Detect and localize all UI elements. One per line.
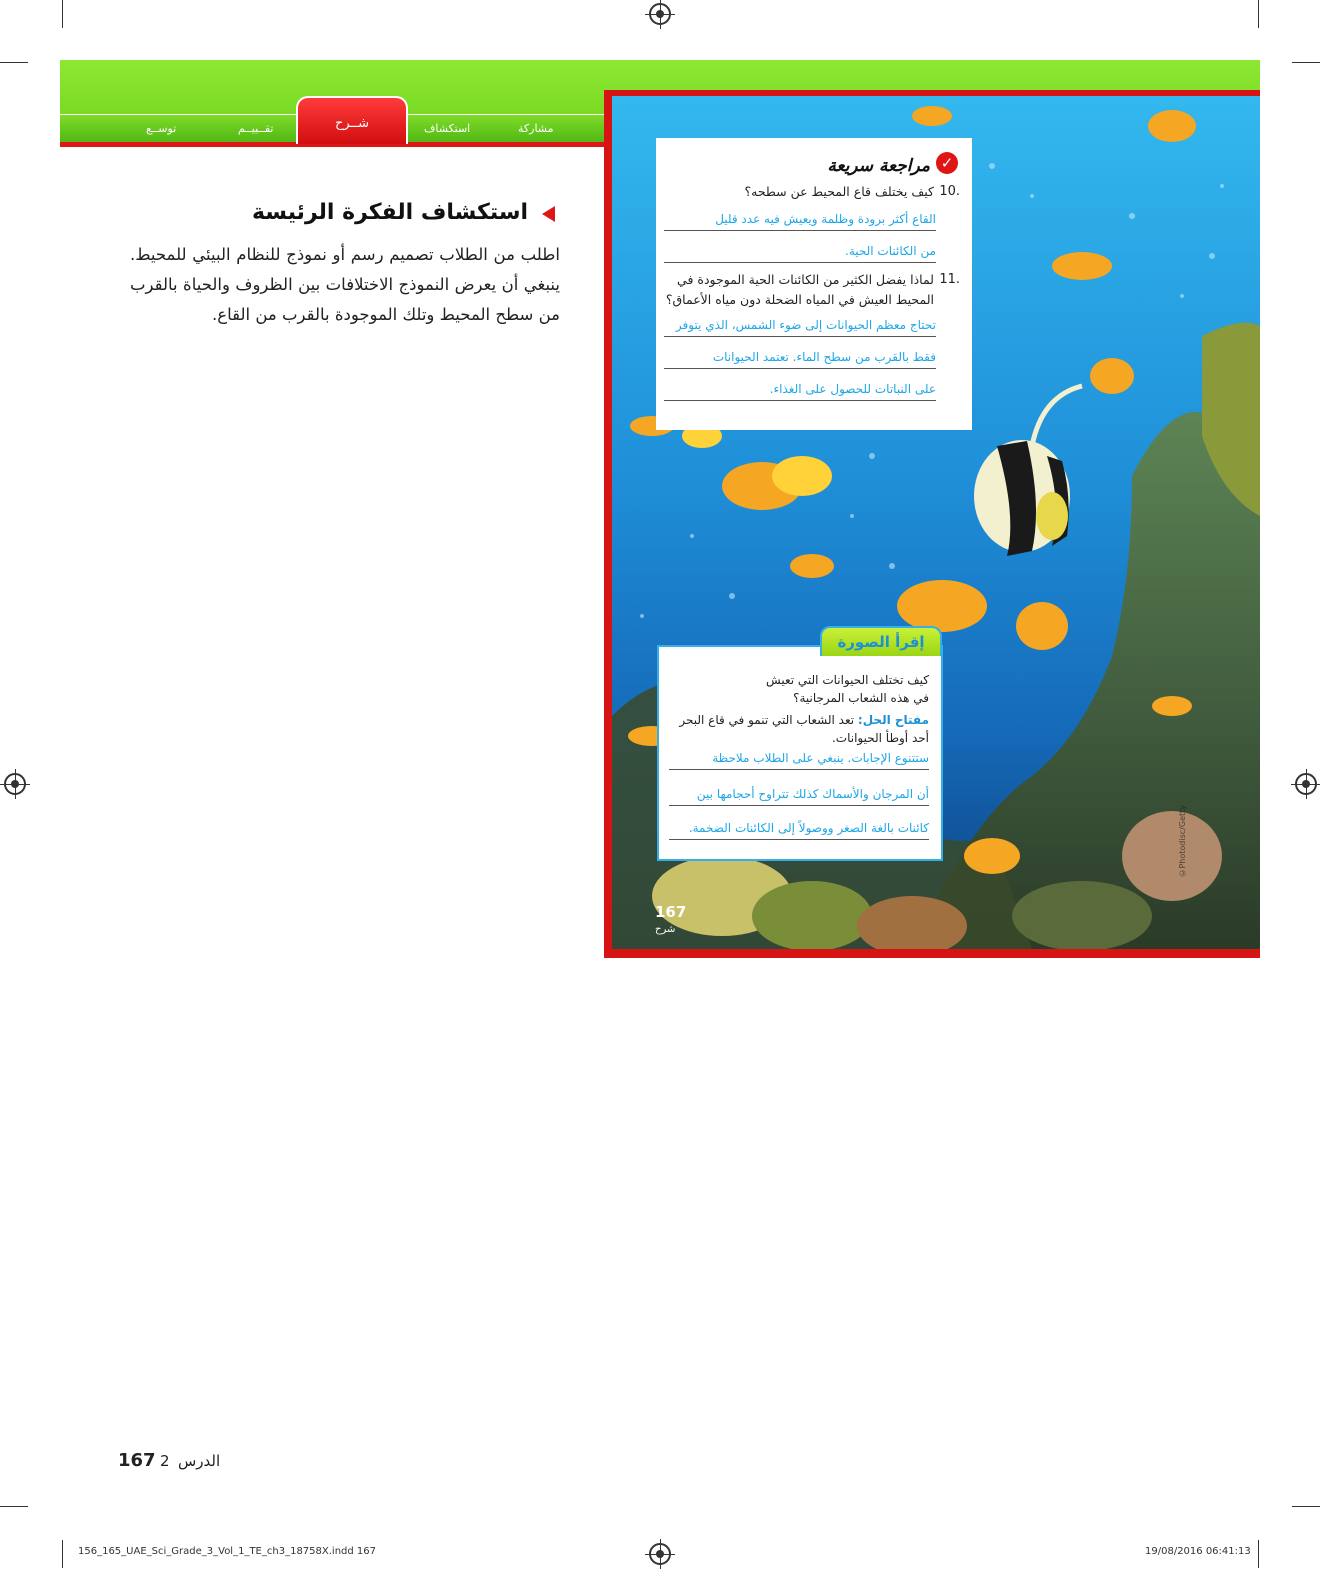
check-mark-icon: ✓ (936, 152, 958, 174)
key-text: أحد أوطأ الحيوانات. (831, 731, 929, 745)
registration-mark-icon (1295, 773, 1317, 795)
question-number: 11. (939, 272, 960, 287)
reading-question: كيف تختلف الحيوانات التي تعيش (766, 673, 929, 687)
answer-line: القاع أكثر برودة وظلمة ويعيش فيه عدد قليل (664, 212, 936, 231)
file-date: 19/08/2016 06:41:13 (1145, 1546, 1251, 1557)
question-text: المحيط العيش في المياه الضحلة دون مياه الأعماق؟ (665, 292, 934, 307)
read-photo-box (657, 645, 943, 861)
tab-evaluate[interactable]: تقــييــم (238, 122, 274, 135)
registration-mark-icon (649, 3, 671, 25)
crop-mark (1292, 1506, 1320, 1507)
reading-question: في هذه الشعاب المرجانية؟ (793, 691, 929, 705)
file-slug: 156_165_UAE_Sci_Grade_3_Vol_1_TE_ch3_18758X.indd 167 (78, 1546, 376, 1557)
crop-mark (62, 0, 63, 28)
quick-check-title: مراجعة سريعة (827, 156, 930, 176)
answer-line: أن المرجان والأسماك كذلك تتراوح أحجامها بين (669, 787, 929, 806)
registration-mark-icon (649, 1543, 671, 1565)
tab-explain[interactable]: شــرح (296, 96, 408, 144)
tab-extend[interactable]: توســع (146, 122, 177, 135)
section-heading: استكشاف الفكرة الرئيسة (251, 200, 528, 225)
quick-check-box (656, 138, 972, 430)
crop-mark (1292, 62, 1320, 63)
key-line (679, 713, 929, 727)
photo-credit: ©Photodisc/Getty (1178, 805, 1187, 878)
answer-line: فقط بالقرب من سطح الماء. تعتمد الحيوانات (664, 350, 936, 369)
question-text: كيف يختلف قاع المحيط عن سطحه؟ (744, 184, 934, 199)
crop-mark (0, 62, 28, 63)
answer-line: تحتاج معظم الحيوانات إلى ضوء الشمس، الذي يتوفر (664, 318, 936, 337)
answer-line: كائنات بالغة الصغر ووصولاً إلى الكائنات الضخمة. (669, 821, 929, 840)
key-text: تعد الشعاب التي تنمو في قاع البحر (679, 713, 855, 727)
photo-page-number: 167 (655, 903, 687, 921)
lesson-number: 2 (160, 1452, 170, 1470)
answer-line: من الكائنات الحية. (664, 244, 936, 263)
crop-mark (0, 1506, 28, 1507)
answer-line: على النباتات للحصول على الغذاء. (664, 382, 936, 401)
tab-engage[interactable]: مشاركة (518, 122, 554, 135)
question-text: لماذا يفضل الكثير من الكائنات الحية الموجودة في (677, 272, 934, 287)
page-number: 167 (118, 1450, 156, 1471)
crop-mark (1258, 0, 1259, 28)
registration-mark-icon (4, 773, 26, 795)
heading-arrow-icon (542, 206, 555, 222)
question-number: 10. (939, 184, 960, 199)
key-label: مفتاح الحل: (857, 713, 929, 727)
crop-mark (62, 1540, 63, 1568)
read-photo-tag: إقرأ الصورة (820, 626, 942, 656)
teacher-paragraph: اطلب من الطلاب تصميم رسم أو نموذج للنظام البيئي للمحيط. ينبغي أن يعرض النموذج الاختلافات بين الظروف والحياة بالقرب من سطح المحيط وتلك الموجودة بالقرب من القاع. (130, 245, 560, 324)
answer-line: ستتنوع الإجابات. ينبغي على الطلاب ملاحظة (669, 751, 929, 770)
crop-mark (1258, 1540, 1259, 1568)
tab-explore[interactable]: استكشاف (424, 122, 471, 135)
lesson-label: الدرس (178, 1452, 221, 1470)
photo-page-section: شرح (655, 924, 676, 935)
